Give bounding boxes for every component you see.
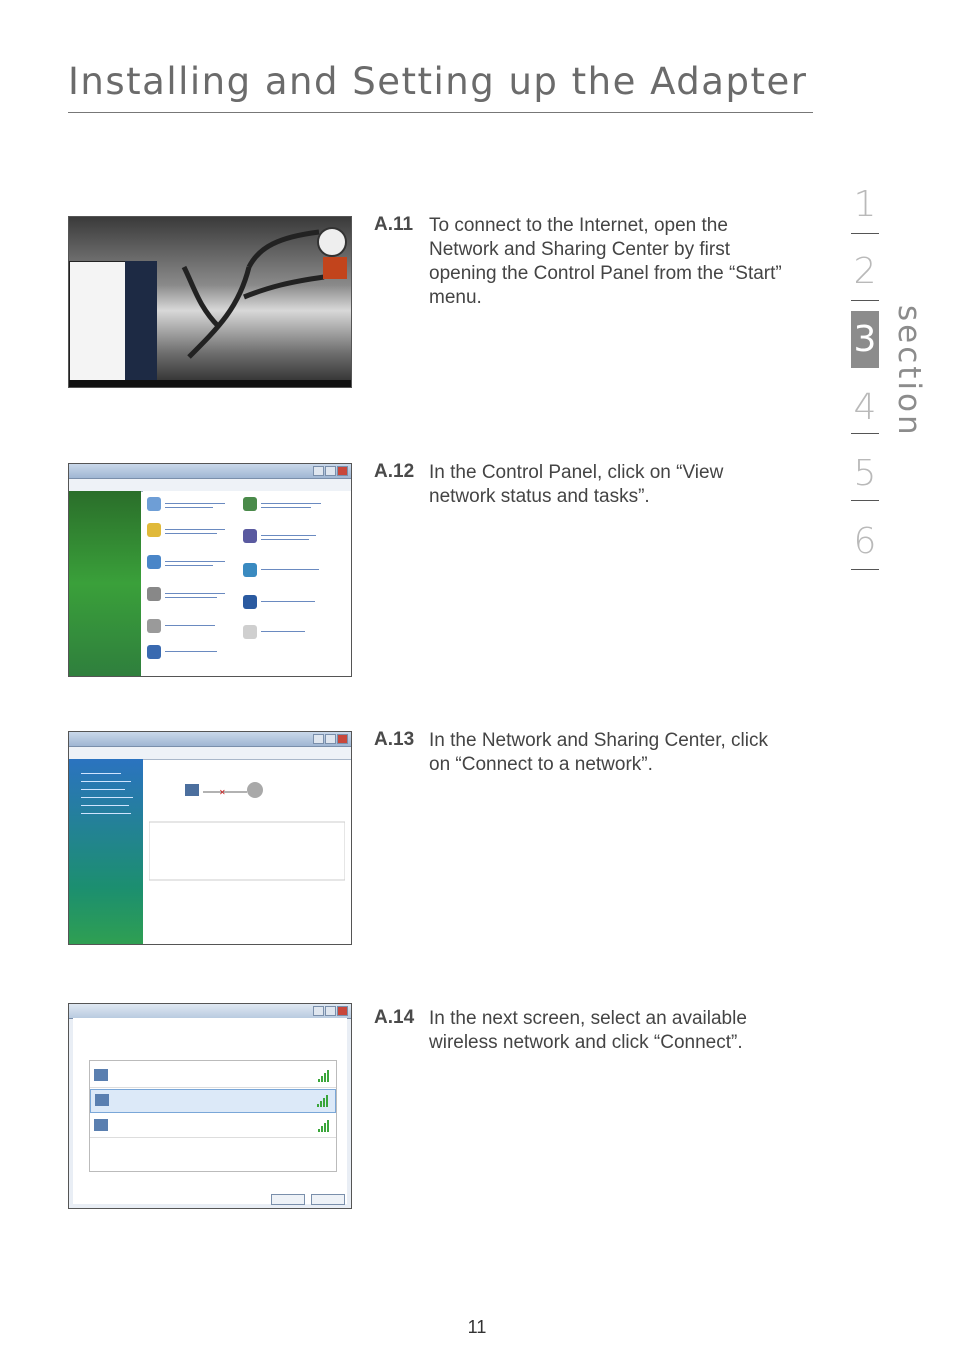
minimize-icon bbox=[313, 1006, 324, 1016]
step-text: In the Control Panel, click on “View network status and tasks”. bbox=[429, 462, 724, 507]
close-icon bbox=[337, 1006, 348, 1016]
category-item bbox=[243, 529, 343, 551]
category-item bbox=[147, 555, 247, 577]
screenshot-control-panel bbox=[68, 463, 352, 677]
section-number-1: 1 bbox=[853, 184, 877, 225]
category-item bbox=[147, 587, 247, 609]
step-number: A.14 bbox=[374, 1007, 415, 1028]
dialog-body bbox=[73, 1018, 347, 1204]
network-icon bbox=[94, 1119, 108, 1131]
network-row bbox=[90, 1115, 336, 1138]
close-icon bbox=[337, 466, 348, 476]
section-number-4: 4 bbox=[853, 387, 877, 428]
category-item bbox=[147, 619, 247, 641]
step-a14 bbox=[374, 1007, 794, 1087]
maximize-icon bbox=[325, 1006, 336, 1016]
step-text: In the next screen, select an available wireless network and click “Connect”. bbox=[429, 1008, 747, 1053]
category-item bbox=[243, 563, 343, 585]
signal-icon bbox=[317, 1095, 329, 1107]
step-text: In the Network and Sharing Center, click on “Connect to a network”. bbox=[429, 730, 769, 775]
step-a11 bbox=[374, 214, 794, 314]
network-icon bbox=[95, 1094, 109, 1106]
step-number: A.11 bbox=[374, 214, 414, 235]
maximize-icon bbox=[325, 734, 336, 744]
section-divider bbox=[851, 433, 879, 434]
category-item bbox=[243, 625, 343, 647]
step-number: A.12 bbox=[374, 461, 415, 482]
control-panel-categories bbox=[143, 491, 351, 676]
step-a12 bbox=[374, 461, 794, 521]
network-map bbox=[149, 762, 345, 934]
minimize-icon bbox=[313, 466, 324, 476]
cancel-button bbox=[311, 1194, 345, 1205]
window-titlebar bbox=[69, 464, 351, 479]
window-titlebar bbox=[69, 732, 351, 747]
section-label-text: section bbox=[891, 305, 927, 438]
section-number-2: 2 bbox=[853, 251, 877, 292]
category-item bbox=[147, 523, 247, 545]
tasks-pane bbox=[69, 759, 143, 944]
screenshot-connect-to-network bbox=[68, 1003, 352, 1209]
section-divider bbox=[851, 300, 879, 301]
taskbar bbox=[69, 380, 351, 387]
step-a13 bbox=[374, 729, 794, 789]
category-item bbox=[147, 645, 247, 667]
maximize-icon bbox=[325, 466, 336, 476]
gadget-icon bbox=[323, 257, 347, 279]
clock-icon bbox=[317, 227, 347, 257]
section-divider bbox=[851, 569, 879, 570]
network-row bbox=[90, 1065, 336, 1088]
category-item bbox=[147, 497, 247, 519]
category-item bbox=[243, 497, 343, 519]
step-number: A.13 bbox=[374, 729, 415, 750]
section-number-3: 3 bbox=[853, 319, 877, 360]
close-icon bbox=[337, 734, 348, 744]
screenshot-network-sharing-center bbox=[68, 731, 352, 945]
window-titlebar bbox=[69, 1004, 351, 1019]
svg-text:✕: ✕ bbox=[219, 788, 226, 797]
section-divider bbox=[851, 500, 879, 501]
step-text: To connect to the Internet, open the Network and Sharing Center by first opening the Control Panel from the “Start” menu. bbox=[429, 215, 782, 308]
section-number-6: 6 bbox=[853, 521, 877, 562]
connect-button bbox=[271, 1194, 305, 1205]
section-divider bbox=[851, 233, 879, 234]
network-list bbox=[89, 1060, 337, 1172]
network-diagram bbox=[149, 762, 345, 882]
signal-icon bbox=[318, 1120, 330, 1132]
page-number: 11 bbox=[467, 1317, 487, 1337]
section-number-5: 5 bbox=[853, 453, 877, 494]
minimize-icon bbox=[313, 734, 324, 744]
page-title: Installing and Setting up the Adapter bbox=[68, 60, 808, 103]
start-menu-right-pane bbox=[125, 261, 157, 381]
network-row-selected bbox=[90, 1089, 336, 1113]
screenshot-start-menu bbox=[68, 216, 352, 388]
tree-illustration bbox=[179, 227, 329, 367]
section-label bbox=[889, 305, 929, 438]
title-divider bbox=[68, 112, 813, 113]
network-icon bbox=[94, 1069, 108, 1081]
section-number-active bbox=[851, 311, 879, 368]
control-panel-left-pane bbox=[69, 491, 141, 676]
signal-icon bbox=[318, 1070, 330, 1082]
category-item bbox=[243, 595, 343, 617]
